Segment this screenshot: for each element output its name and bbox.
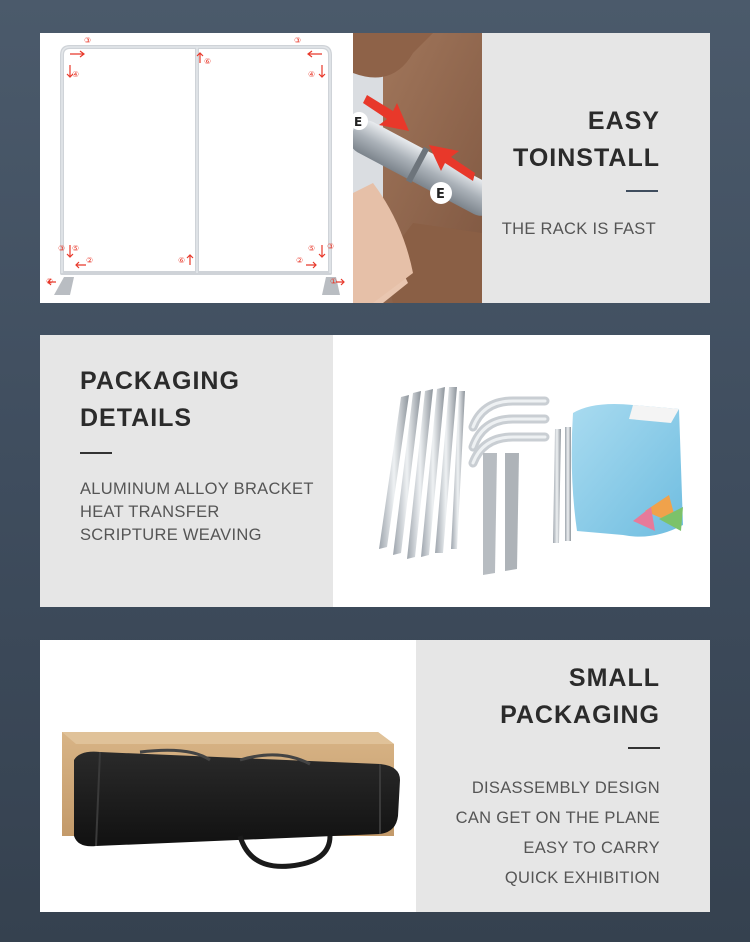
support-feet bbox=[483, 453, 519, 575]
carry-bag-illustration bbox=[40, 640, 416, 912]
small-packaging-item: CAN GET ON THE PLANE bbox=[455, 809, 660, 827]
pole-assembly-photo bbox=[353, 33, 482, 303]
install-section bbox=[40, 33, 710, 303]
small-packaging-list bbox=[456, 773, 660, 893]
frame-label: ③ bbox=[327, 242, 335, 251]
frame-label: ③ bbox=[294, 36, 302, 45]
small-packaging-item: DISASSEMBLY DESIGN bbox=[471, 779, 660, 797]
packaging-details-title-line: DETAILS bbox=[80, 404, 193, 432]
frame-parts-illustration bbox=[333, 335, 710, 607]
small-packaging-item: QUICK EXHIBITION bbox=[504, 869, 660, 887]
aluminum-tubes bbox=[379, 387, 465, 559]
packaging-details-item: HEAT TRANSFER bbox=[80, 503, 220, 521]
frame-label: ② bbox=[296, 256, 304, 265]
small-packaging-section bbox=[40, 640, 710, 912]
packaging-details-section bbox=[40, 335, 710, 607]
small-packaging-title-line: SMALL bbox=[568, 664, 660, 692]
title-divider bbox=[626, 190, 658, 192]
frame-label: ③ bbox=[58, 244, 66, 253]
pole-assembly-illustration bbox=[353, 33, 482, 303]
frame-label: ⑤ bbox=[72, 244, 80, 253]
frame-label: ③ bbox=[84, 36, 92, 45]
frame-label: ⑥ bbox=[178, 256, 186, 265]
install-subtitle: THE RACK IS FAST bbox=[501, 220, 656, 238]
backdrop-frame-diagram bbox=[40, 33, 353, 303]
printed-fabric bbox=[572, 404, 683, 537]
packaging-details-text-block bbox=[40, 335, 333, 607]
packaging-details-title bbox=[80, 363, 240, 437]
left-foot bbox=[54, 277, 74, 295]
install-title-line: EASY bbox=[587, 107, 660, 135]
frame-label: ② bbox=[86, 256, 94, 265]
install-title bbox=[513, 103, 660, 177]
frame-label: ④ bbox=[308, 70, 316, 79]
parts-photo bbox=[333, 335, 710, 607]
title-divider bbox=[80, 452, 112, 454]
small-packaging-text-block bbox=[416, 640, 710, 912]
pole-marker: E bbox=[436, 187, 445, 202]
frame-label: ⑥ bbox=[204, 57, 212, 66]
packaging-details-item: ALUMINUM ALLOY BRACKET bbox=[80, 480, 314, 498]
packaging-details-item: SCRIPTURE WEAVING bbox=[80, 526, 262, 544]
packaging-details-title-line: PACKAGING bbox=[80, 367, 240, 395]
install-text-block bbox=[482, 33, 710, 303]
black-carry-bag bbox=[74, 750, 400, 866]
carry-bag-photo bbox=[40, 640, 416, 912]
small-packaging-title bbox=[500, 660, 660, 734]
frame-label: ① bbox=[330, 277, 338, 286]
packaging-details-list bbox=[80, 478, 314, 547]
title-divider bbox=[628, 747, 660, 749]
frame-diagram-image bbox=[40, 33, 353, 303]
frame-label: ④ bbox=[72, 70, 80, 79]
frame-label: ⑤ bbox=[308, 244, 316, 253]
small-packaging-item: EASY TO CARRY bbox=[523, 839, 660, 857]
pole-marker: E bbox=[354, 115, 363, 129]
frame-label: ① bbox=[46, 277, 54, 286]
install-title-line: TOINSTALL bbox=[513, 144, 660, 172]
small-packaging-title-line: PACKAGING bbox=[500, 701, 660, 729]
